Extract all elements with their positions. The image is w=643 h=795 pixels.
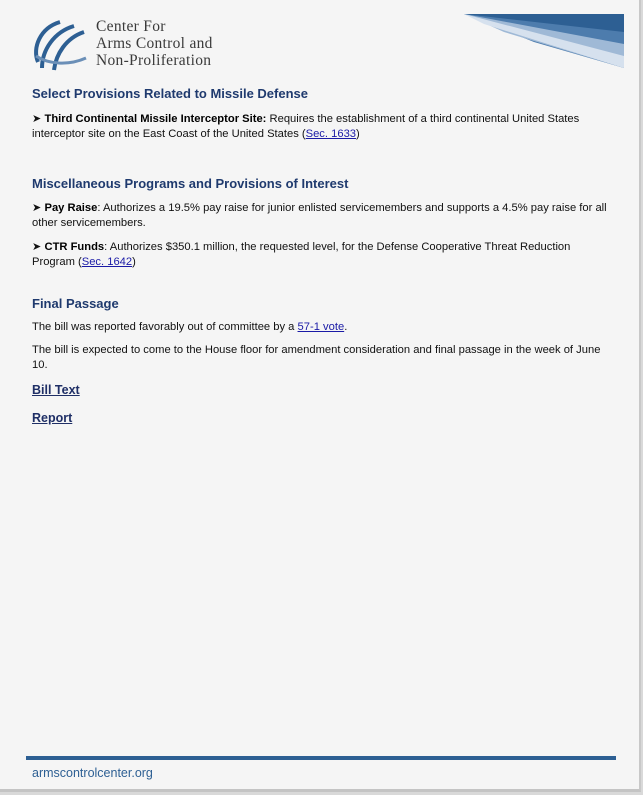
final-passage-schedule: The bill is expected to come to the House floor for amendment consideration and final passage in the week of June 10.	[32, 344, 601, 371]
logo-text	[96, 18, 213, 69]
missile-item-interceptor-site: ➤ Third Continental Missile Interceptor Site: Requires the establishment of a third continental United States interceptor site on the East Coast of the United States (Sec. 1633)	[32, 113, 580, 140]
item-text: : Authorizes a 19.5% pay raise for junior enlisted servicemembers and supports a 4.5% pay raise for all other servicemembers.	[32, 202, 607, 229]
item-heading: CTR Funds	[44, 241, 105, 253]
section-title-final-passage: Final Passage	[32, 296, 119, 311]
item-text-end: .	[344, 321, 348, 333]
sec-1642-link[interactable]: Sec. 1642	[81, 255, 133, 268]
globe-logo-icon	[30, 18, 88, 72]
misc-item-pay-raise: ➤ Pay Raise: Authorizes a 19.5% pay raise for junior enlisted servicemembers and supports a 4.5% pay raise for all other servicemembers.	[32, 202, 607, 229]
logo	[30, 14, 290, 74]
bill-text-link[interactable]: Bill Text	[32, 383, 80, 397]
logo-line-2: Arms Control and	[96, 35, 213, 52]
item-text-end: )	[132, 255, 136, 268]
footer-divider	[26, 756, 616, 760]
final-passage-vote	[32, 320, 612, 335]
sec-1633-link[interactable]: Sec. 1633	[305, 127, 357, 140]
item-heading: Third Continental Missile Interceptor Site:	[44, 113, 267, 125]
logo-line-3: Non-Proliferation	[96, 52, 212, 69]
report-link[interactable]: Report	[32, 411, 73, 425]
misc-item-ctr-funds: ➤ CTR Funds: Authorizes $350.1 million, the requested level, for the Defense Cooperative Threat Reduction Program (Sec. 1642)	[32, 241, 571, 268]
item-heading: Pay Raise	[44, 202, 98, 214]
footer-url[interactable]: armscontrolcenter.org	[32, 766, 153, 780]
item-text: The bill was reported favorably out of committee by a	[32, 321, 298, 333]
item-text-end: )	[356, 127, 360, 140]
item-text: Requires the establishment of a third continental United States interceptor site on the East Coast of the United States (	[32, 113, 580, 140]
logo-line-1: Center For	[96, 18, 166, 35]
section-title-misc-programs: Miscellaneous Programs and Provisions of Interest	[32, 176, 349, 191]
vote-link[interactable]: 57-1 vote	[297, 321, 345, 333]
section-title-missile-defense: Select Provisions Related to Missile Defense	[32, 86, 308, 101]
item-text: : Authorizes $350.1 million, the requested level, for the Defense Cooperative Threat Reduction Program (	[32, 241, 571, 268]
corner-decoration-icon	[464, 14, 624, 68]
